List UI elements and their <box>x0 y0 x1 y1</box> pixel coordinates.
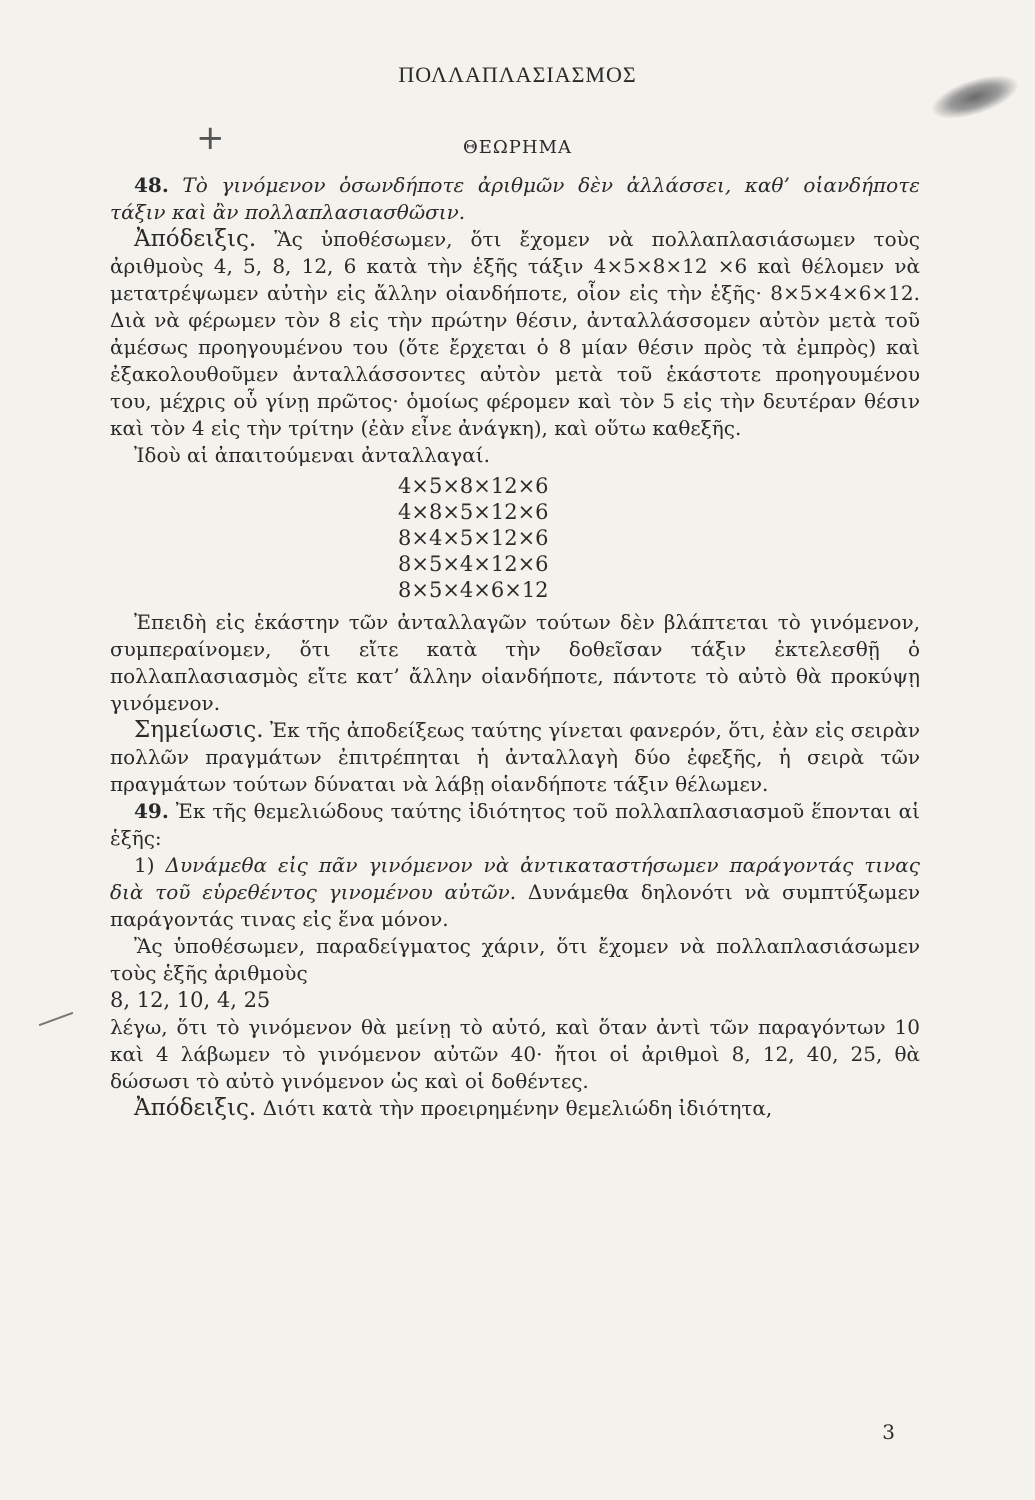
theorem-48 <box>110 172 920 226</box>
proof-2-text: Διότι κατὰ τὴν προειρημένην θεμελιώδη ἰδιότητα, <box>262 1096 773 1120</box>
page-number: 3 <box>882 1420 895 1444</box>
item-1-statement: Δυνάμεθα εἰς πᾶν γινόμενον νὰ ἀντικαταστήσωμεν παράγοντάς τινας διὰ τοῦ εὑρεθέντος γινομένου αὐτῶν. <box>110 853 921 904</box>
margin-plus-mark: + <box>196 118 225 158</box>
example-intro: Ἂς ὑποθέσωμεν, παραδείγματος χάριν, ὅτι ἔχομεν νὰ πολλαπλασιάσωμεν τοὺς ἑξῆς ἀριθμοὺς <box>110 934 920 985</box>
example-numbers: 8, 12, 10, 4, 25 <box>110 988 271 1012</box>
item-1-text: Δυνάμεθα δηλονότι νὰ συμπτύξωμεν παράγοντάς τινας εἰς ἕνα μόνον. <box>110 880 920 931</box>
proof-label: Ἀπόδειξις. <box>134 226 257 252</box>
paragraph-number: 49. <box>134 799 169 823</box>
theorem-heading: ΘΕΩΡΗΜΑ <box>462 137 573 158</box>
proof-text: Ἂς ὑποθέσωμεν, ὅτι ἔχομεν νὰ πολλαπλασιάσωμεν τοὺς ἀριθμοὺς 4, 5, 8, 12, 6 κατὰ τὴν ἑξῆς τάξιν 4×5×8×12 ×6 καὶ θέλομεν νὰ μετατρέψωμεν αὐτὴν εἰς ἄλλην οἱανδήποτε, οἷον εἰς τὴν ἑξῆς· 8×5×4×6×12. Διὰ νὰ φέρωμεν τὸν 8 εἰς τὴν πρώτην θέσιν, ἀνταλλάσσομεν αὐτὸν μετὰ τοῦ ἀμέσως προηγουμένου του (ὅτε ἔρχεται ὁ 8 μίαν θέσιν πρὸς τὰ ἐμπρὸς) καὶ ἐξακολουθοῦμεν ἀνταλλάσσοντες αὐτὸν μετὰ τοῦ ἑκάστοτε προηγουμένου του, μέχρις οὗ γίνῃ πρῶτος· ὁμοίως φέρομεν καὶ τὸν 5 εἰς τὴν δευτέραν θέσιν καὶ τὸν 4 εἰς τὴν τρίτην (ἐὰν εἶνε ἀνάγκη), καὶ οὕτω καθεξῆς. <box>110 227 921 440</box>
proof-paragraph <box>110 226 920 442</box>
margin-pencil-dash <box>39 1012 74 1026</box>
exchange-line: 8×5×4×12×6 <box>398 552 549 576</box>
exchange-line: 4×8×5×12×6 <box>398 500 549 524</box>
exchange-line: 4×5×8×12×6 <box>398 474 549 498</box>
exchange-list <box>398 473 920 603</box>
example-text: λέγω, ὅτι τὸ γινόμενον θὰ μείνῃ τὸ αὐτό, καὶ ὅταν ἀντὶ τῶν παραγόντων 10 καὶ 4 λάβωμεν τὸ γινόμενον αὐτῶν 40· ἤτοι οἱ ἀριθμοὶ 8, 12, 40, 25, θὰ δώσωσι τὸ αὐτὸ γινόμενον ὡς καὶ οἱ δοθέντες. <box>110 1015 920 1093</box>
paragraph-49-text: Ἐκ τῆς θεμελιώδους ταύτης ἰδιότητος τοῦ πολλαπλασιασμοῦ ἕπονται αἱ ἑξῆς: <box>110 799 920 850</box>
note-text: Ἐκ τῆς ἀποδείξεως ταύτης γίνεται φανερόν, ὅτι, ἐὰν εἰς σειρὰν πολλῶν πραγμάτων ἐπιτρέπηται ἡ ἀνταλλαγὴ δύο ἐφεξῆς, ἡ σειρὰ τῶν πραγμάτων τούτων δύναται νὰ λάβῃ οἱανδήποτε τάξιν θέλωμεν. <box>110 718 920 796</box>
conclusion-paragraph: Ἐπειδὴ εἰς ἑκάστην τῶν ἀνταλλαγῶν τούτων δὲν βλάπτεται τὸ γινόμενον, συμπεραίνομεν, ὅτι εἴτε κατὰ τὴν δοθεῖσαν τάξιν ἐκτελεσθῇ ὁ πολλαπλασιασμὸς εἴτε κατ’ ἄλλην οἱανδήποτε, πάντοτε τὸ αὐτὸ θὰ προκύψῃ γινόμενον. <box>110 610 920 715</box>
item-1 <box>110 852 920 933</box>
note-label: Σημείωσις. <box>134 717 264 743</box>
paragraph-49 <box>110 798 920 852</box>
theorem-statement: Τὸ γινόμενον ὁσωνδήποτε ἀριθμῶν δὲν ἀλλάσσει, καθ’ οἱανδήποτε τάξιν καὶ ἂν πολλαπλασιασθῶσιν. <box>110 173 920 224</box>
exchange-line: 8×4×5×12×6 <box>398 526 549 550</box>
proof-2 <box>110 1095 920 1122</box>
exchanges-intro: Ἰδοὺ αἱ ἀπαιτούμεναι ἀνταλλαγαί. <box>134 443 490 467</box>
item-marker: 1) <box>134 853 155 877</box>
note-paragraph <box>110 717 920 798</box>
exchange-line: 8×5×4×6×12 <box>398 578 549 602</box>
proof-label: Ἀπόδειξις. <box>134 1095 257 1121</box>
page-body <box>110 172 920 1122</box>
running-header: ΠΟΛΛΑΠΛΑΣΙΑΣΜΟΣ <box>398 62 637 87</box>
paragraph-number: 48. <box>134 173 169 197</box>
